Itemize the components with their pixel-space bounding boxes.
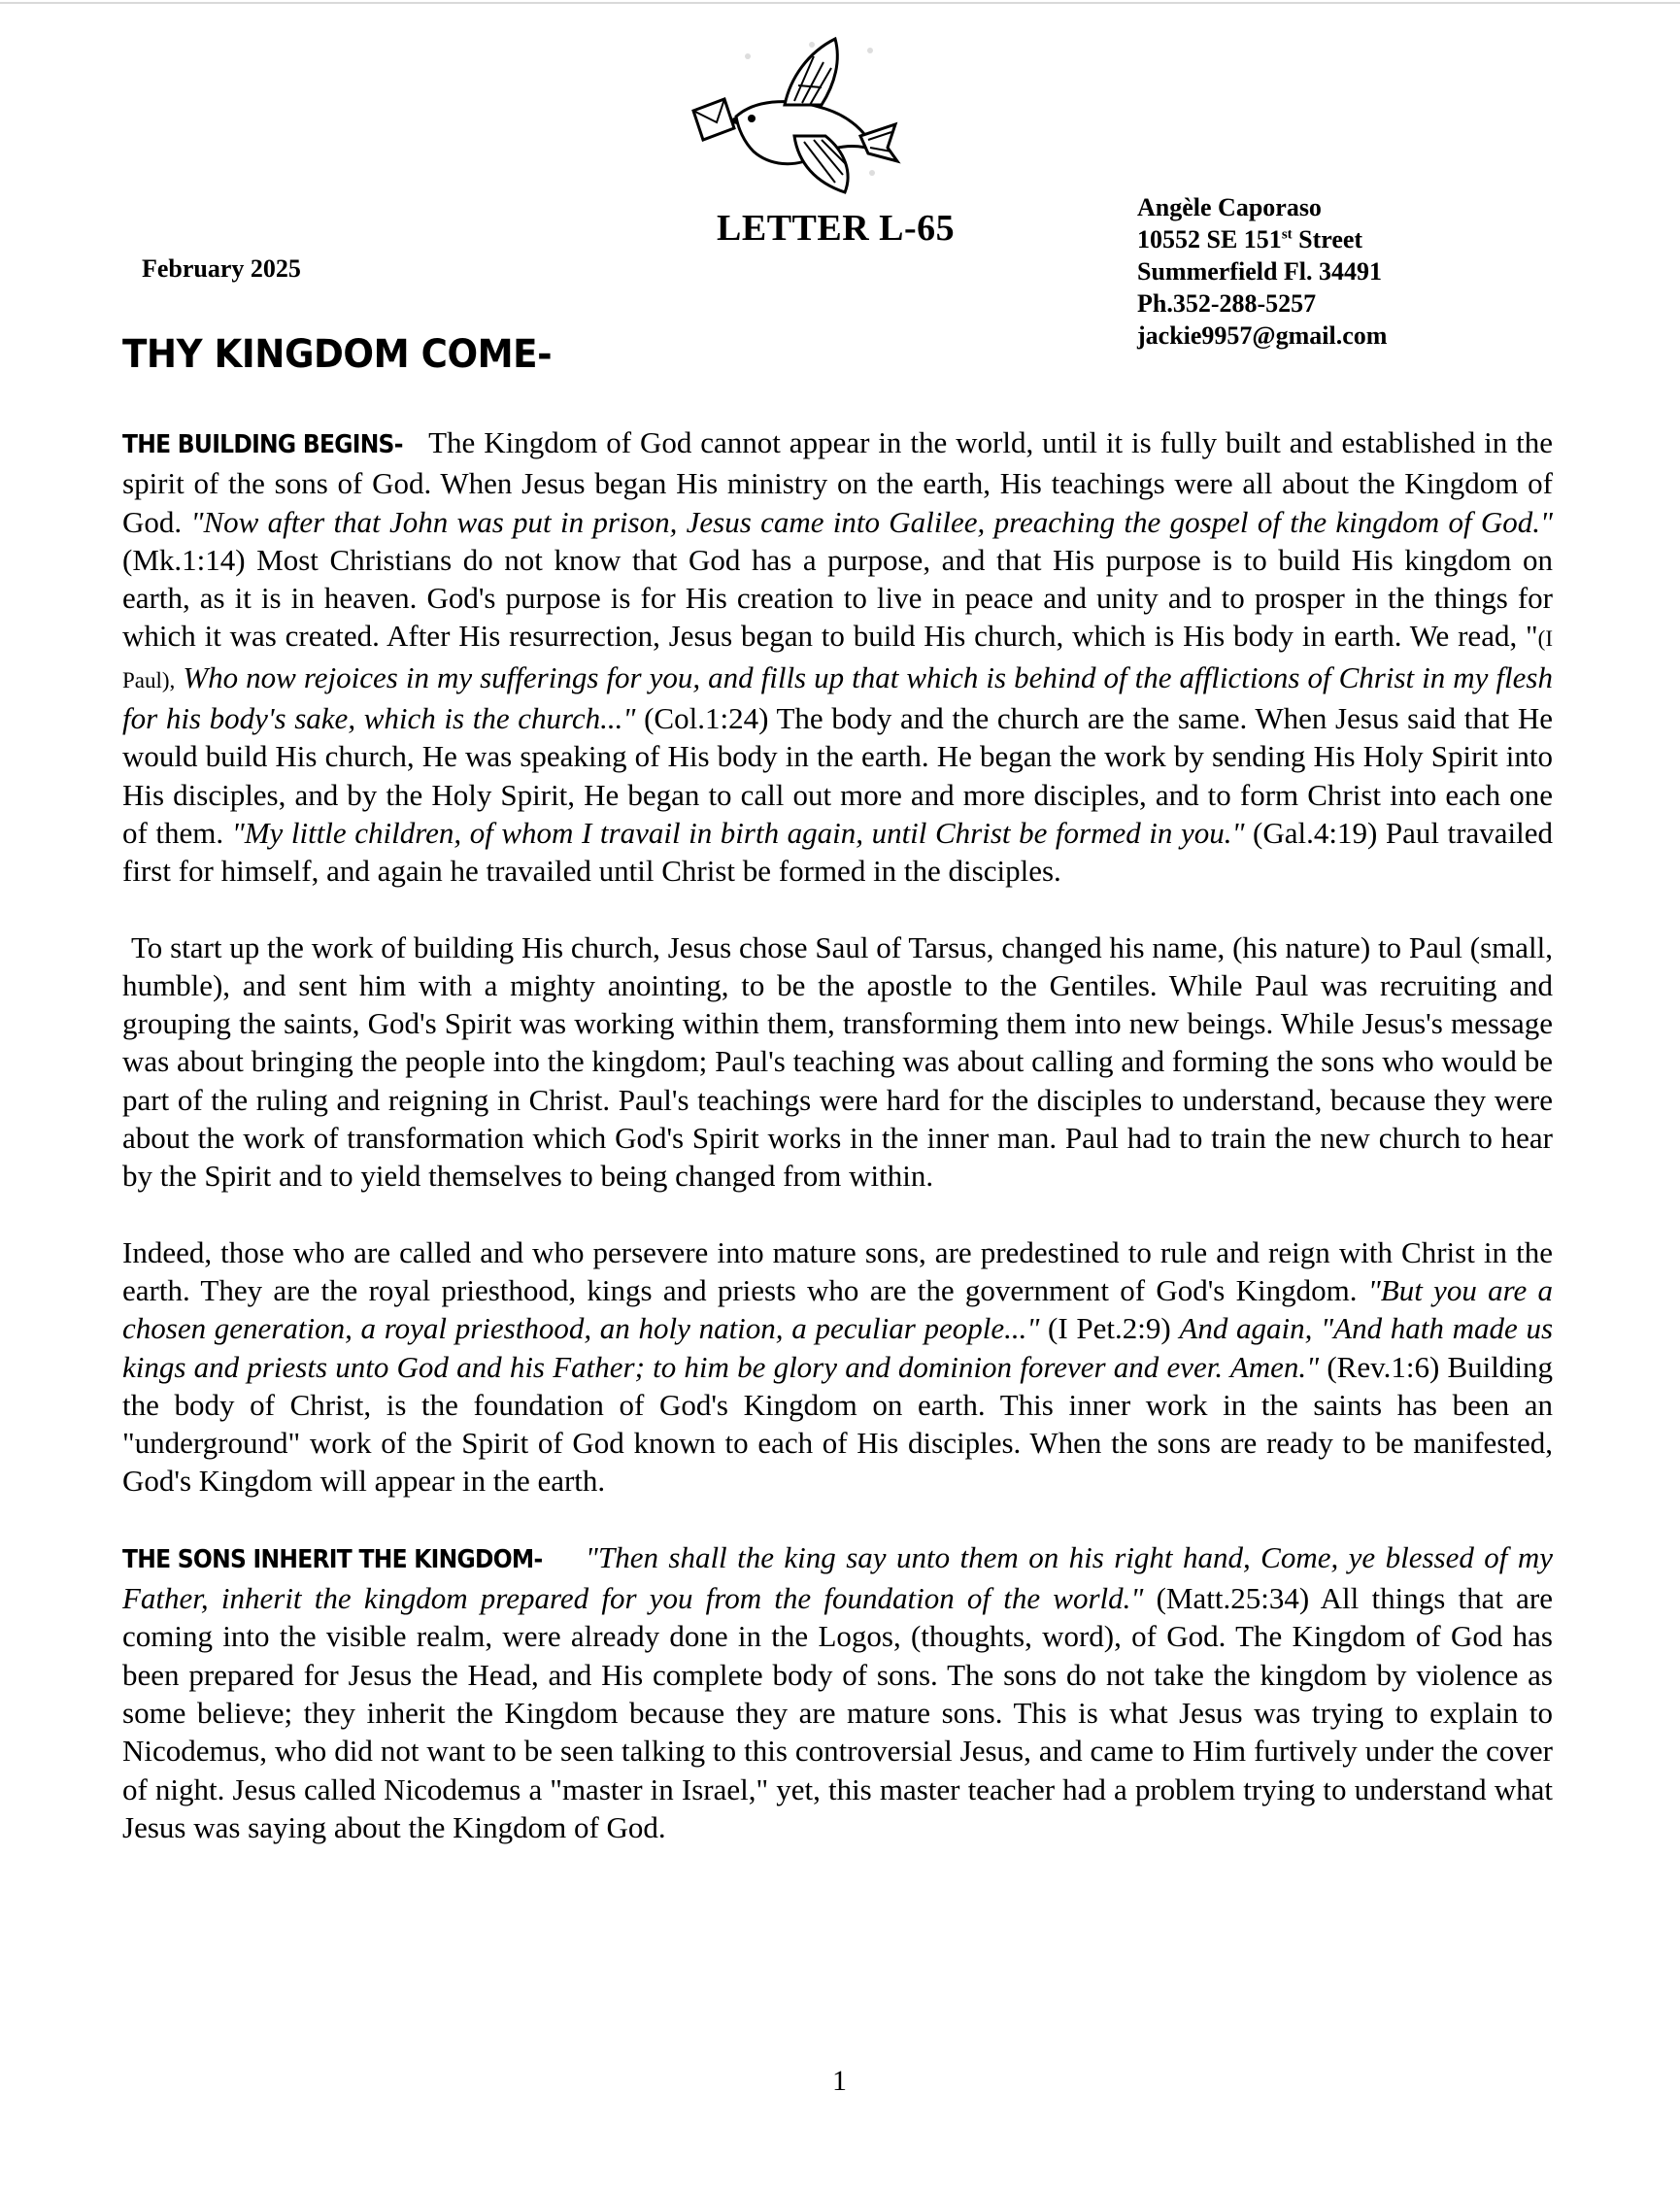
paragraph-paul: To start up the work of building His church, Jesus chose Saul of Tarsus, changed his name, (his nature) to Paul (small, humble), and sent him with a mighty anointing, to be the apostle to the Gentiles. While Paul was recruiting and grouping the saints, God's Spirit was working within them, transforming them into new beings. While Jesus's message was about bringing the people into the kingdom; Paul's teaching was about calling and forming the sons who would be part of the ruling and reigning in Christ. Paul's teachings were hard for the disciples to understand, because they were about the work of transformation which God's Spirit works in the inner man. Paul had to train the new church to hear by the Spirit and to yield themselves to being changed from within. (122, 929, 1553, 1194)
sender-email: jackie9957@gmail.com (1137, 321, 1388, 350)
sender-street: 10552 SE 151st Street (1137, 225, 1363, 253)
page-number: 1 (832, 2065, 847, 2097)
section-lead: THE BUILDING BEGINS- (122, 430, 403, 459)
letter-date: February 2025 (142, 254, 301, 283)
paragraph-royal-priesthood: Indeed, those who are called and who persevere into mature sons, are predestined to rule and reign with Christ in the earth. They are the royal priesthood, kings and priests who are the government of God's Kingdom. "But you are a chosen generation, a royal priesthood, an holy nation, a peculiar people..." (I Pet.2:9) And again, "And hath made us kings and priests unto God and his Father; to him be glory and dominion forever and ever. Amen." (Rev.1:6) Building the body of Christ, is the foundation of God's Kingdom on earth. This inner work in the saints has been an "underground" work of the Spirit of God known to each of His disciples. When the sons are ready to be manifested, God's Kingdom will appear in the earth. (122, 1234, 1554, 1499)
sender-name: Angèle Caporaso (1137, 193, 1322, 221)
paragraph-sons-inherit: THE SONS INHERIT THE KINGDOM- "Then shall the king say unto them on his right hand, Come, ye blessed of my Father, inherit the kingdom prepared for you from the foundation of the world." (Matt.25:34) All things that are coming into the visible realm, were already done in the Logos, (thoughts, word), of God. The Kingdom of God has been prepared for Jesus the Head, and His complete body of sons. The sons do not take the kingdom by violence as some believe; they inherit the Kingdom because they are mature sons. This is what Jesus was trying to explain to Nicodemus, who did not want to be seen talking to this controversial Jesus, and came to Him furtively under the cover of night. Jesus called Nicodemus a "master in Israel," yet, this master teacher had a problem trying to understand what Jesus was saying about the Kingdom of God. (122, 1539, 1553, 1844)
letter-body (122, 423, 1553, 1884)
sender-city: Summerfield Fl. 34491 (1137, 257, 1383, 286)
sender-phone: Ph.352-288-5257 (1137, 289, 1317, 318)
letter-title: LETTER L-65 (717, 208, 956, 249)
top-border (0, 2, 1680, 4)
sender-address (1137, 191, 1387, 352)
section-lead: THE SONS INHERIT THE KINGDOM- (122, 1544, 543, 1574)
page-heading: THY KINGDOM COME- (122, 332, 553, 377)
paragraph-building-begins: THE BUILDING BEGINS- The Kingdom of God cannot appear in the world, until it is fully built and established in the spirit of the sons of God. When Jesus began His ministry on the earth, His teachings were all about the Kingdom of God. "Now after that John was put in prison, Jesus came into Galilee, preaching the gospel of the kingdom of God." (Mk.1:14) Most Christians do not know that God has a purpose, and that His purpose is to build His kingdom on earth, as it is in heaven. God's purpose is for His creation to live in peace and unity and to prosper in the things for which it was created. After His resurrection, Jesus began to build His church, which is His body in earth. We read, "(I Paul), Who now rejoices in my sufferings for you, and fills up that which is behind of the afflictions of Christ in my flesh for his body's sake, which is the church..." (Col.1:24) The body and the church are the same. When Jesus said that He would build His church, He was speaking of His body in the earth. He began the work by sending His Holy Spirit into His disciples, and by the Holy Spirit, He began to call out more and more disciples, and to form Christ into each one of them. "My little children, of whom I travail in birth again, until Christ be formed in you." (Gal.4:19) Paul travailed first for himself, and again he travailed until Christ be formed in the disciples. (122, 425, 1554, 889)
dove-with-letter-icon (689, 27, 903, 202)
